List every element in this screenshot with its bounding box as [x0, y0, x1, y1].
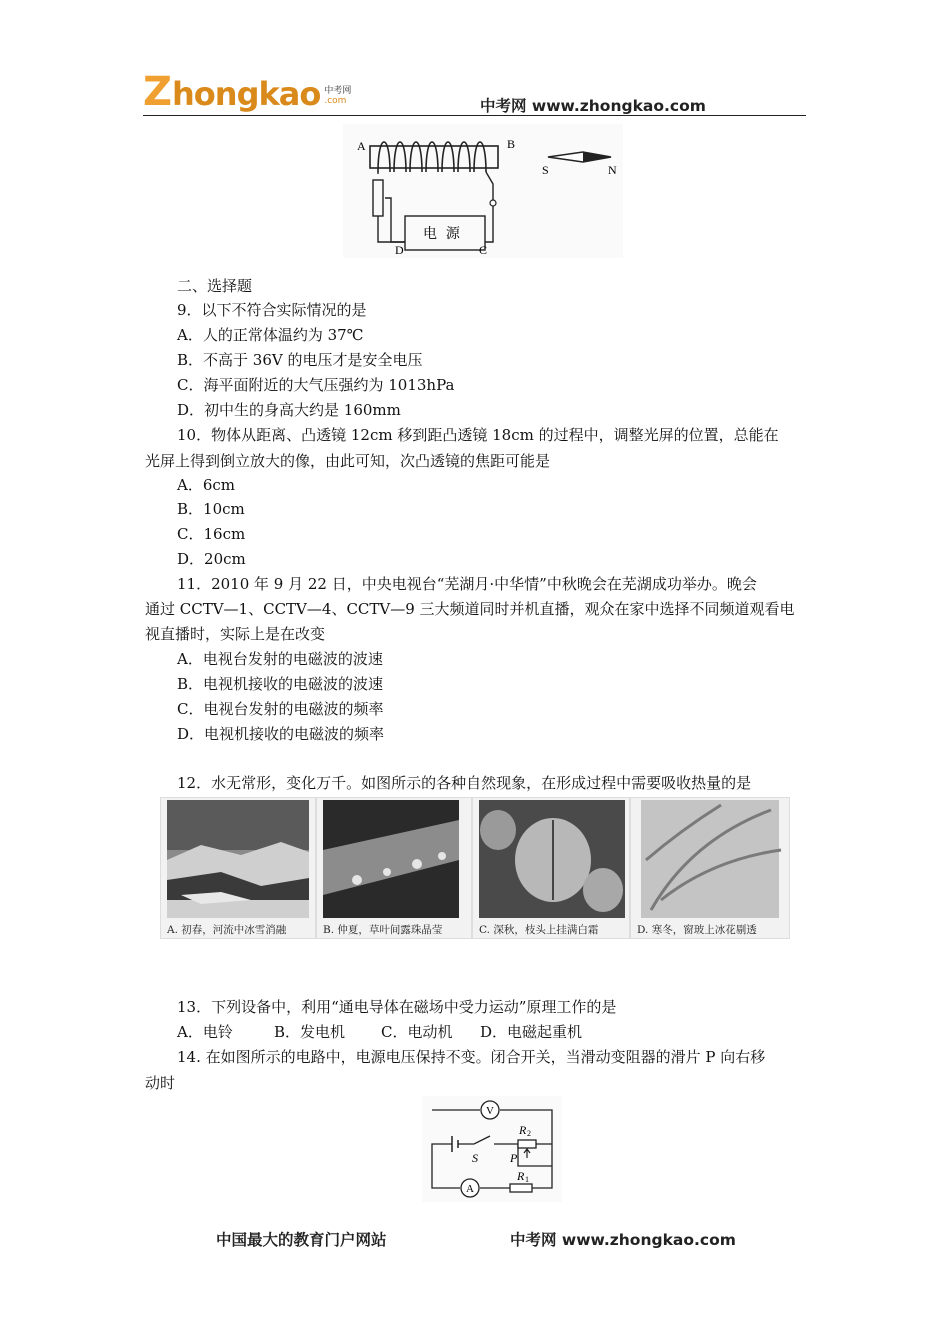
q12-stem: 12．水无常形，变化万千。如图所示的各种自然现象，在形成过程中需要吸收热量的是: [177, 774, 752, 792]
logo-subtext: [324, 86, 351, 106]
switch-label: S: [472, 1151, 478, 1165]
q9-option-b: B．不高于 36V 的电压才是安全电压: [177, 351, 423, 369]
q13-option-b: B．发电机: [274, 1023, 346, 1041]
section-title: 二、选择题: [177, 277, 253, 295]
caption-b: B. 仲夏，草叶间露珠晶莹: [323, 924, 443, 936]
photo-b-image: [317, 800, 471, 918]
voltmeter-label: V: [486, 1105, 494, 1117]
caption-a: A. 初春，河流中冰雪消融: [167, 924, 287, 936]
rheostat-r2: [518, 1140, 536, 1148]
photo-d-image: [631, 800, 789, 918]
q11-option-b: B．电视机接收的电磁波的波速: [177, 675, 384, 693]
logo-letter-z: Z: [143, 69, 173, 115]
circuit-figure: [422, 1096, 562, 1202]
site-logo: [143, 66, 352, 115]
q11-option-a: A．电视台发射的电磁波的波速: [177, 650, 383, 668]
photo-a-image: [161, 800, 315, 918]
r2-subscript: 2: [527, 1129, 531, 1138]
q10-option-a: A．6cm: [177, 476, 236, 494]
logo-wordmark: hongkao: [172, 75, 321, 113]
q14-stem-line1: 14. 在如图所示的电路中，电源电压保持不变。闭合开关，当滑动变阻器的滑片 P 向右移: [177, 1048, 766, 1066]
q11-stem-line2: 通过 CCTV—1、CCTV—4、CCTV—9 三大频道同时并机直播，观众在家中选择不同频道观看电: [145, 600, 795, 618]
resistor-r1: [510, 1184, 532, 1192]
footer-left-text: 中国最大的教育门户网站: [216, 1231, 387, 1249]
caption-c: C. 深秋，枝头上挂满白霜: [479, 924, 599, 936]
logo-com-text: .com: [324, 96, 347, 106]
q9-option-a: A．人的正常体温约为 37℃: [177, 326, 364, 344]
q14-stem-line2: 动时: [145, 1074, 176, 1092]
label-s: S: [542, 163, 549, 177]
q9-stem: 9．以下不符合实际情况的是: [177, 301, 367, 319]
q10-option-c: C．16cm: [177, 525, 246, 543]
label-b: B: [507, 137, 516, 151]
q13-option-c: C．电动机: [381, 1023, 453, 1041]
photo-c-frost: [472, 797, 630, 939]
ammeter-label: A: [466, 1183, 474, 1195]
q10-stem-line2: 光屏上得到倒立放大的像，由此可知，次凸透镜的焦距可能是: [145, 452, 551, 470]
q10-option-d: D．20cm: [177, 550, 246, 568]
photo-c-image: [473, 800, 629, 918]
q11-option-d: D．电视机接收的电磁波的频率: [177, 725, 385, 743]
photo-a-melting-ice: [160, 797, 316, 939]
power-label: 电 源: [423, 226, 460, 242]
header-divider: [143, 115, 806, 116]
slider-label: P: [510, 1151, 518, 1165]
q13-option-a: A．电铃: [177, 1023, 233, 1041]
header-site-label: 中考网 www.zhongkao.com: [480, 97, 706, 115]
solenoid-circuit-figure: [343, 124, 623, 258]
q11-stem-line1: 11．2010 年 9 月 22 日，中央电视台“芜湖月·中华情”中秋晚会在芜湖成功举办。晚会: [177, 575, 757, 593]
q9-option-d: D．初中生的身高大约是 160mm: [177, 401, 401, 419]
switch-contact: [490, 200, 496, 206]
logo-cn-text: 中考网: [324, 86, 352, 96]
caption-d: D. 寒冬，窗玻上冰花剔透: [637, 924, 757, 936]
q13-option-d: D．电磁起重机: [480, 1023, 583, 1041]
q10-stem-line1: 10．物体从距离、凸透镜 12cm 移到距凸透镜 18cm 的过程中，调整光屏的位置，总能在: [177, 426, 779, 444]
r1-label: R: [517, 1169, 525, 1183]
label-c: C: [479, 243, 488, 257]
footer-right-text: 中考网 www.zhongkao.com: [510, 1231, 736, 1249]
label-n: N: [608, 163, 617, 177]
photo-b-dew-drops: [316, 797, 472, 939]
label-d: D: [395, 243, 404, 257]
photo-d-ice-flowers: [630, 797, 790, 939]
q13-stem: 13．下列设备中，利用“通电导体在磁场中受力运动”原理工作的是: [177, 998, 617, 1016]
r2-label: R: [519, 1123, 527, 1137]
q11-stem-line3: 视直播时，实际上是在改变: [145, 625, 326, 643]
r1-subscript: 1: [525, 1175, 529, 1184]
label-a: A: [357, 139, 366, 153]
q10-option-b: B．10cm: [177, 500, 245, 518]
q11-option-c: C．电视台发射的电磁波的频率: [177, 700, 384, 718]
q9-option-c: C．海平面附近的大气压强约为 1013hPa: [177, 376, 455, 394]
